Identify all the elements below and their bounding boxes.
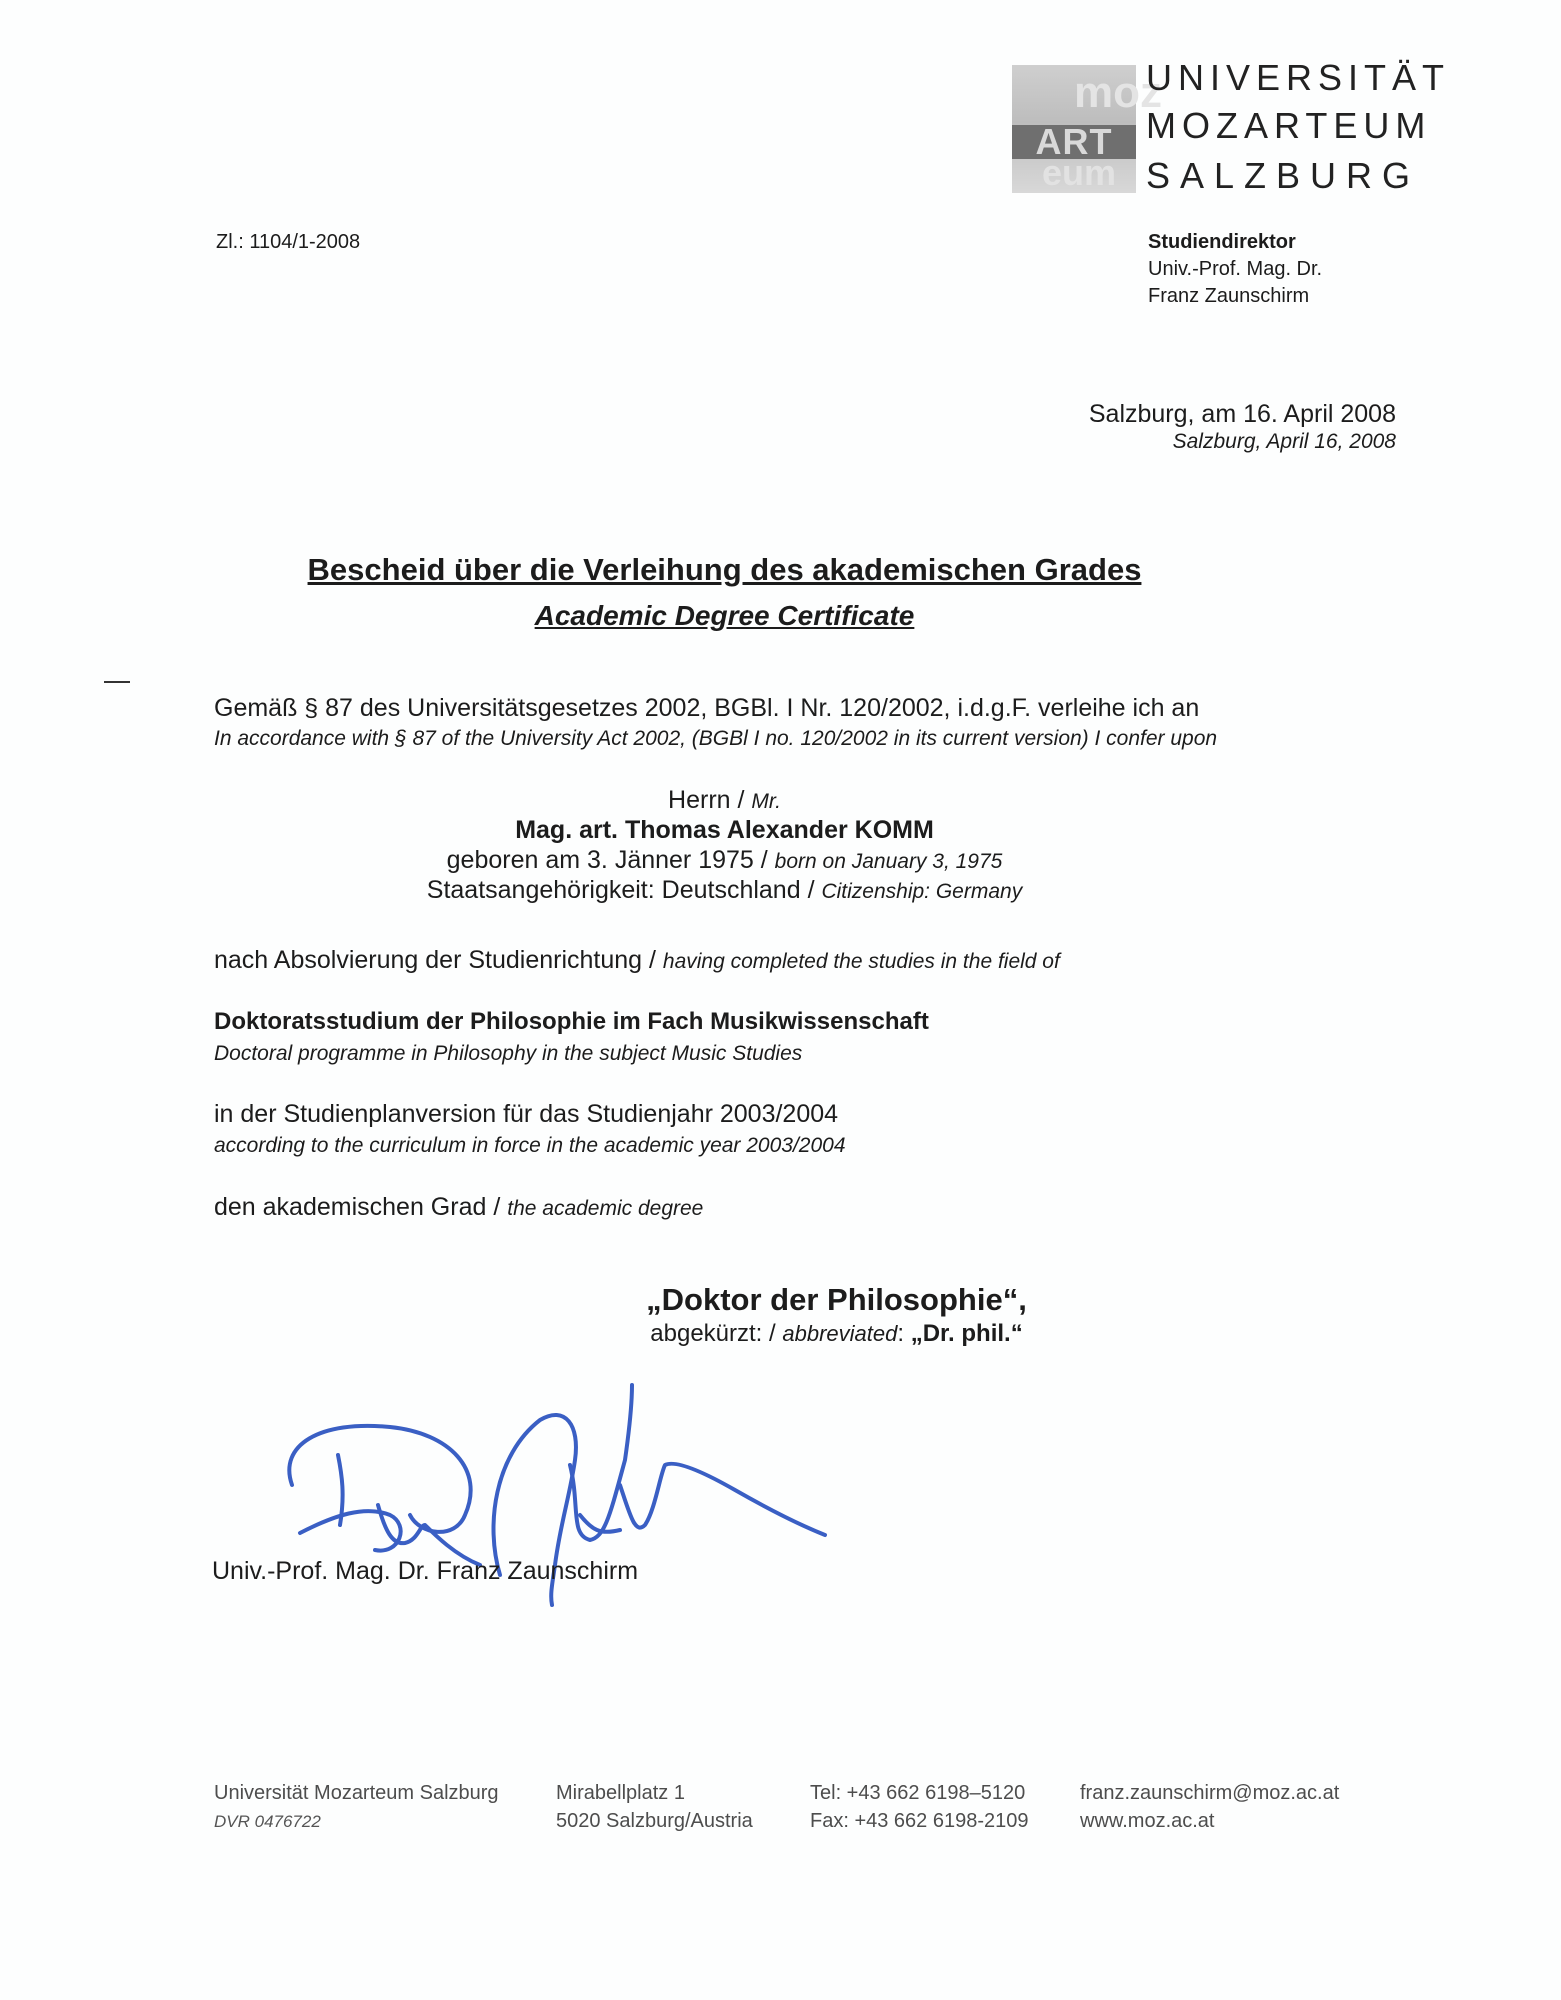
logo-ghost-text: moz — [1074, 68, 1162, 117]
citizenship-english: Citizenship: Germany — [821, 880, 1023, 903]
curriculum-english: according to the curriculum in force in the academic year 2003/2004 — [214, 1134, 846, 1157]
footer-city: 5020 Salzburg/Austria — [556, 1810, 753, 1832]
footer-tel: Tel: +43 662 6198–5120 — [810, 1782, 1026, 1804]
logo-name-line-2: MOZARTEUM — [1146, 105, 1432, 146]
salutation-english: Mr. — [751, 790, 781, 813]
logo-ghost-text-lower: eum — [1042, 152, 1117, 193]
university-logo — [1012, 65, 1162, 193]
abbrev-label-english: abbreviated — [782, 1321, 898, 1346]
abbrev-value: „Dr. phil.“ — [910, 1320, 1023, 1347]
programme-german: Doktoratsstudium der Philosophie im Fach Musikwissenschaft — [214, 1008, 929, 1035]
date-english: Salzburg, April 16, 2008 — [1172, 430, 1396, 453]
salutation — [0, 786, 1449, 815]
legal-basis-english: In accordance with § 87 of the University Act 2002, (BGBl I no. 120/2002 in its current version) I confer upon — [214, 727, 1218, 750]
degree-abbreviation — [112, 1320, 1561, 1348]
degree-intro — [214, 1193, 703, 1222]
birth-date-english: born on January 3, 1975 — [774, 850, 1003, 873]
footer-fax: Fax: +43 662 6198-2109 — [810, 1810, 1029, 1832]
citizenship — [0, 876, 1449, 905]
citizenship-german: Staatsangehörigkeit: Deutschland / — [426, 876, 822, 904]
birth-date-german: geboren am 3. Jänner 1975 / — [446, 846, 775, 874]
curriculum-german: in der Studienplanversion für das Studienjahr 2003/2004 — [214, 1100, 839, 1128]
footer-institution: Universität Mozarteum Salzburg — [214, 1782, 499, 1804]
reference-number: Zl.: 1104/1-2008 — [216, 231, 361, 253]
margin-mark — [104, 681, 130, 683]
legal-basis-german: Gemäß § 87 des Universitätsgesetzes 2002, BGBl. I Nr. 120/2002, i.d.g.F. verleihe ich an — [214, 694, 1200, 722]
abbrev-colon: : — [897, 1320, 911, 1347]
page-title — [0, 552, 1449, 588]
footer-dvr: DVR 0476722 — [214, 1812, 321, 1831]
recipient-name: Mag. art. Thomas Alexander KOMM — [515, 816, 934, 844]
footer-street: Mirabellplatz 1 — [556, 1782, 685, 1804]
director-title: Univ.-Prof. Mag. Dr. — [1148, 258, 1323, 280]
title-english: Academic Degree Certificate — [534, 600, 915, 631]
birth-date — [0, 846, 1449, 875]
director-name: Franz Zaunschirm — [1148, 285, 1310, 307]
abbrev-label-german: abgekürzt: / — [650, 1320, 783, 1347]
degree-name: „Doktor der Philosophie“, — [646, 1282, 1027, 1317]
director-role: Studiendirektor — [1148, 231, 1296, 253]
logo-name-line-3: SALZBURG — [1146, 155, 1421, 196]
degree-intro-english: the academic degree — [507, 1197, 704, 1220]
completed-studies — [214, 946, 1060, 975]
title-german: Bescheid über die Verleihung des akademischen Grades — [307, 552, 1142, 587]
completed-studies-english: having completed the studies in the field of — [662, 950, 1060, 973]
logo-name-line-1: UNIVERSITÄT — [1146, 57, 1451, 98]
footer-email[interactable]: franz.zaunschirm@moz.ac.at — [1080, 1782, 1340, 1804]
signer-name: Univ.-Prof. Mag. Dr. Franz Zaunschirm — [212, 1557, 639, 1585]
programme-english: Doctoral programme in Philosophy in the subject Music Studies — [214, 1042, 803, 1065]
completed-studies-german: nach Absolvierung der Studienrichtung / — [214, 946, 663, 974]
subtitle-wrap — [0, 600, 1449, 632]
footer-web[interactable]: www.moz.ac.at — [1080, 1810, 1215, 1832]
salutation-german: Herrn / — [668, 786, 752, 814]
date-german: Salzburg, am 16. April 2008 — [1088, 400, 1396, 428]
degree-intro-german: den akademischen Grad / — [214, 1193, 508, 1221]
logo-art-mark: ART — [1012, 125, 1136, 159]
recipient-name-wrap — [0, 816, 1449, 845]
